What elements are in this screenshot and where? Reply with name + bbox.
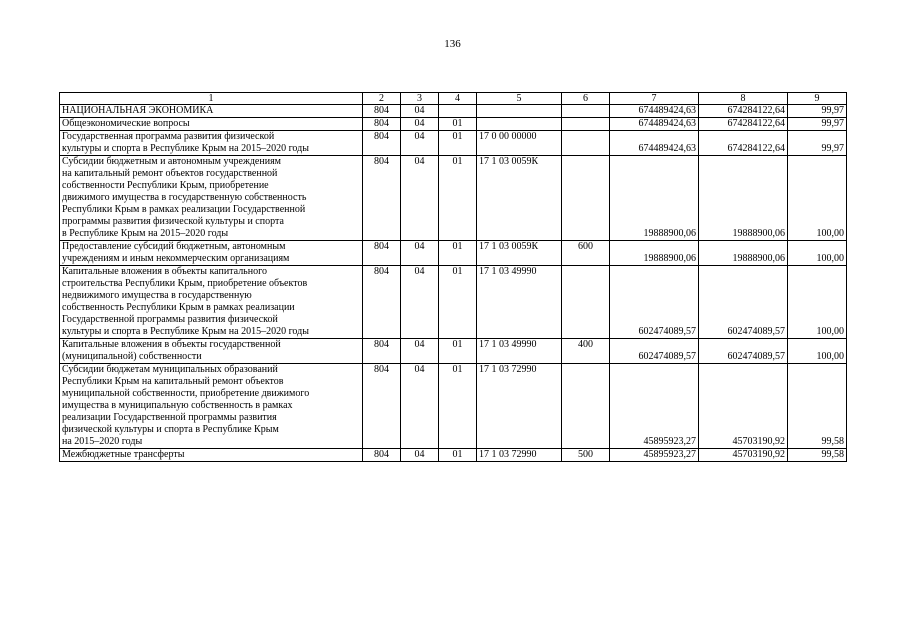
cell-subsection [439, 105, 477, 118]
cell-percent: 99,58 [788, 449, 847, 462]
row-name: Межбюджетные трансферты [60, 449, 363, 462]
cell-target-code: 17 1 03 0059К [477, 156, 562, 241]
cell-target-code: 17 1 03 0059К [477, 241, 562, 266]
row-name: НАЦИОНАЛЬНАЯ ЭКОНОМИКА [60, 105, 363, 118]
cell-planned: 674489424,63 [610, 118, 699, 131]
cell-percent: 99,58 [788, 364, 847, 449]
cell-subsection: 01 [439, 339, 477, 364]
cell-executed: 602474089,57 [699, 339, 788, 364]
cell-executed: 45703190,92 [699, 364, 788, 449]
cell-expense-type: 500 [562, 449, 610, 462]
cell-ministry: 804 [363, 364, 401, 449]
cell-ministry: 804 [363, 156, 401, 241]
header-cell: 7 [610, 93, 699, 105]
cell-subsection: 01 [439, 266, 477, 339]
cell-executed: 19888900,06 [699, 241, 788, 266]
cell-target-code [477, 118, 562, 131]
table-row [60, 266, 847, 339]
cell-ministry: 804 [363, 266, 401, 339]
cell-percent: 99,97 [788, 118, 847, 131]
cell-subsection: 01 [439, 156, 477, 241]
cell-planned: 602474089,57 [610, 266, 699, 339]
row-name: Капитальные вложения в объекты капитального строительства Республики Крым, приобретение объектов недвижимого имущества в государственную собственность Республики Крым в рамках реализации Государственной программы развития физической культуры и спорта в Республике Крым на 2015–2020 годы [60, 266, 363, 339]
table-row [60, 156, 847, 241]
cell-percent: 100,00 [788, 266, 847, 339]
cell-subsection: 01 [439, 131, 477, 156]
cell-section: 04 [401, 131, 439, 156]
cell-ministry: 804 [363, 241, 401, 266]
header-cell: 8 [699, 93, 788, 105]
cell-executed: 674284122,64 [699, 118, 788, 131]
cell-expense-type [562, 266, 610, 339]
cell-section: 04 [401, 449, 439, 462]
cell-expense-type [562, 364, 610, 449]
cell-section: 04 [401, 266, 439, 339]
header-cell: 4 [439, 93, 477, 105]
cell-expense-type [562, 131, 610, 156]
cell-section: 04 [401, 364, 439, 449]
cell-target-code [477, 105, 562, 118]
cell-section: 04 [401, 156, 439, 241]
cell-target-code: 17 1 03 49990 [477, 266, 562, 339]
cell-executed: 19888900,06 [699, 156, 788, 241]
row-name: Субсидии бюджетным и автономным учреждениям на капитальный ремонт объектов государственной собственности Республики Крым, приобретение движимого имущества в государственную собственность Республики Крым в рамках реализации Государственной программы развития физической культуры и спорта в Республике Крым на 2015–2020 годы [60, 156, 363, 241]
table-row [60, 449, 847, 462]
header-row [60, 93, 847, 105]
cell-section: 04 [401, 105, 439, 118]
cell-expense-type [562, 105, 610, 118]
cell-planned: 674489424,63 [610, 105, 699, 118]
cell-section: 04 [401, 339, 439, 364]
cell-expense-type [562, 118, 610, 131]
header-cell: 5 [477, 93, 562, 105]
cell-section: 04 [401, 118, 439, 131]
cell-percent: 100,00 [788, 241, 847, 266]
table-row [60, 118, 847, 131]
table-row [60, 241, 847, 266]
cell-planned: 602474089,57 [610, 339, 699, 364]
cell-executed: 674284122,64 [699, 105, 788, 118]
cell-ministry: 804 [363, 339, 401, 364]
cell-ministry: 804 [363, 131, 401, 156]
cell-planned: 45895923,27 [610, 449, 699, 462]
cell-subsection: 01 [439, 449, 477, 462]
header-cell: 6 [562, 93, 610, 105]
cell-planned: 19888900,06 [610, 241, 699, 266]
cell-ministry: 804 [363, 105, 401, 118]
cell-executed: 45703190,92 [699, 449, 788, 462]
cell-expense-type: 600 [562, 241, 610, 266]
cell-planned: 45895923,27 [610, 364, 699, 449]
row-name: Предоставление субсидий бюджетным, автономным учреждениям и иным некоммерческим организациям [60, 241, 363, 266]
cell-percent: 99,97 [788, 131, 847, 156]
page-number: 136 [444, 38, 461, 50]
table-row [60, 364, 847, 449]
cell-target-code: 17 1 03 72990 [477, 364, 562, 449]
row-name: Государственная программа развития физической культуры и спорта в Республике Крым на 2015–2020 годы [60, 131, 363, 156]
cell-executed: 602474089,57 [699, 266, 788, 339]
cell-target-code: 17 1 03 72990 [477, 449, 562, 462]
header-cell: 1 [60, 93, 363, 105]
cell-ministry: 804 [363, 118, 401, 131]
header-cell: 9 [788, 93, 847, 105]
cell-subsection: 01 [439, 241, 477, 266]
cell-target-code: 17 0 00 00000 [477, 131, 562, 156]
cell-subsection: 01 [439, 118, 477, 131]
table-row [60, 105, 847, 118]
cell-percent: 99,97 [788, 105, 847, 118]
row-name: Капитальные вложения в объекты государственной (муниципальной) собственности [60, 339, 363, 364]
cell-subsection: 01 [439, 364, 477, 449]
cell-ministry: 804 [363, 449, 401, 462]
cell-percent: 100,00 [788, 339, 847, 364]
cell-expense-type: 400 [562, 339, 610, 364]
cell-expense-type [562, 156, 610, 241]
cell-percent: 100,00 [788, 156, 847, 241]
cell-executed: 674284122,64 [699, 131, 788, 156]
cell-target-code: 17 1 03 49990 [477, 339, 562, 364]
row-name: Субсидии бюджетам муниципальных образований Республики Крым на капитальный ремонт объектов муниципальной собственности, приобретение движимого имущества в муниципальную собственность в рамках реализации Государственной программы развития физической культуры и спорта в Республике Крым на 2015–2020 годы [60, 364, 363, 449]
row-name: Общеэкономические вопросы [60, 118, 363, 131]
cell-planned: 19888900,06 [610, 156, 699, 241]
table-row [60, 339, 847, 364]
cell-section: 04 [401, 241, 439, 266]
budget-table [59, 92, 847, 462]
table-row [60, 131, 847, 156]
cell-planned: 674489424,63 [610, 131, 699, 156]
header-cell: 2 [363, 93, 401, 105]
header-cell: 3 [401, 93, 439, 105]
